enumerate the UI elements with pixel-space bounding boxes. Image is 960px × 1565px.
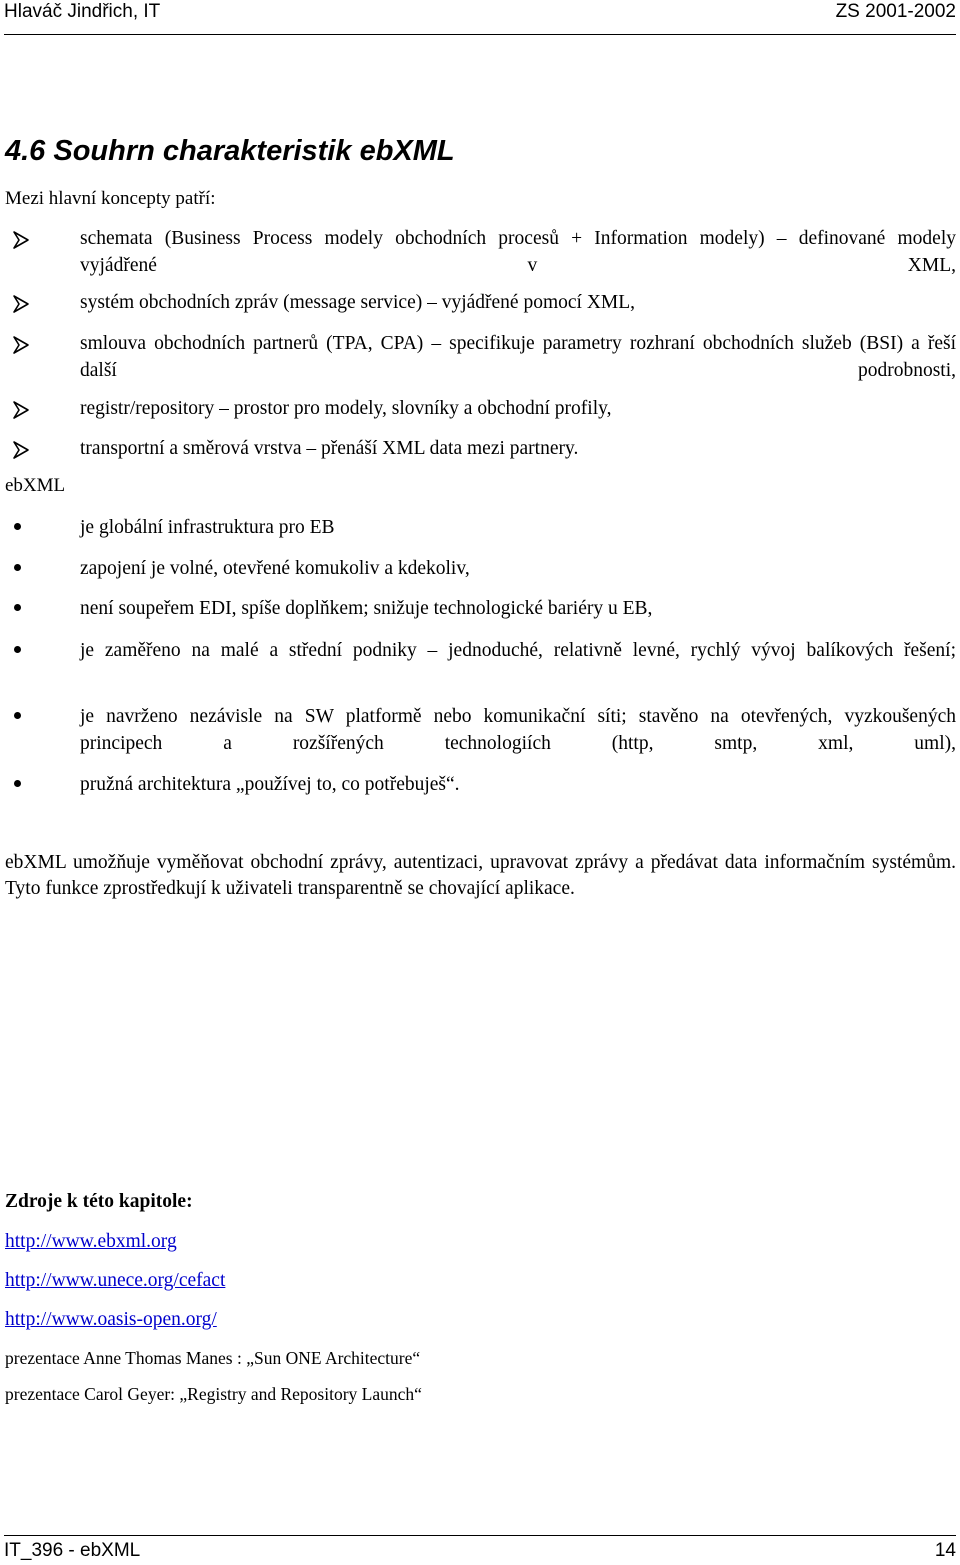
bullet-dot-icon — [14, 523, 21, 530]
list-item: není soupeřem EDI, spíše doplňkem; snižuje technologické bariéry u EB, — [80, 598, 653, 619]
arrow-bullet-icon — [11, 335, 31, 355]
list-item: je zaměřeno na malé a střední podniky – jednoduché, relativně levné, rychlý vývoj balíkových řešení; — [80, 640, 956, 661]
bullet-dot-icon — [14, 646, 21, 653]
presentation-reference: prezentace Carol Geyer: „Registry and Repository Launch“ — [5, 1384, 422, 1404]
list-item: transportní a směrová vrstva – přenáší XML data mezi partnery. — [80, 438, 579, 459]
arrow-bullet-icon — [11, 440, 31, 460]
ebxml-label: ebXML — [5, 475, 66, 496]
summary-paragraph: ebXML umožňuje vyměňovat obchodní zprávy, autentizaci, upravovat zprávy a předávat data informačním systémům. Tyto funkce zprostředkují k uživateli transparentně se chovající aplikace. — [5, 852, 956, 899]
list-item: schemata (Business Process modely obchodních procesů + Information modely) – definované modely vyjádřené v XML, — [80, 228, 956, 276]
page-footer — [4, 1535, 956, 1565]
arrow-bullet-icon — [11, 400, 31, 420]
footer-doc-id: IT_396 - ebXML — [4, 1540, 141, 1561]
list-item: pružná architektura „používej to, co potřebuješ“. — [80, 774, 460, 795]
arrow-bullet-icon — [11, 230, 31, 250]
header-author: Hlaváč Jindřich, IT — [4, 1, 161, 22]
source-link[interactable]: http://www.oasis-open.org/ — [5, 1309, 217, 1330]
source-link[interactable]: http://www.unece.org/cefact — [5, 1270, 226, 1291]
arrow-bullet-icon — [11, 294, 31, 314]
section-title: 4.6 Souhrn charakteristik ebXML — [5, 135, 455, 167]
bullet-dot-icon — [14, 604, 21, 611]
sources-title: Zdroje k této kapitole: — [5, 1191, 193, 1212]
list-item: je globální infrastruktura pro EB — [80, 517, 335, 538]
header-semester: ZS 2001-2002 — [835, 1, 956, 22]
list-item: je navrženo nezávisle na SW platformě nebo komunikační síti; stavěno na otevřených, vyzkoušených principech a rozšířených technologiích (http, smtp, xml, uml), — [80, 706, 956, 754]
list-item: registr/repository – prostor pro modely, slovníky a obchodní profily, — [80, 398, 612, 419]
presentation-reference: prezentace Anne Thomas Manes : „Sun ONE Architecture“ — [5, 1348, 421, 1368]
intro-text: Mezi hlavní koncepty patří: — [5, 188, 216, 209]
list-item: zapojení je volné, otevřené komukoliv a kdekoliv, — [80, 558, 470, 579]
bullet-dot-icon — [14, 712, 21, 719]
page-number: 14 — [934, 1540, 956, 1561]
list-item: smlouva obchodních partnerů (TPA, CPA) – specifikuje parametry rozhraní obchodních služeb (BSI) a řeší další podrobnosti, — [80, 333, 956, 381]
bullet-dot-icon — [14, 780, 21, 787]
bullet-dot-icon — [14, 564, 21, 571]
page-header — [4, 0, 956, 35]
list-item: systém obchodních zpráv (message service) – vyjádřené pomocí XML, — [80, 292, 636, 313]
source-link[interactable]: http://www.ebxml.org — [5, 1231, 177, 1252]
